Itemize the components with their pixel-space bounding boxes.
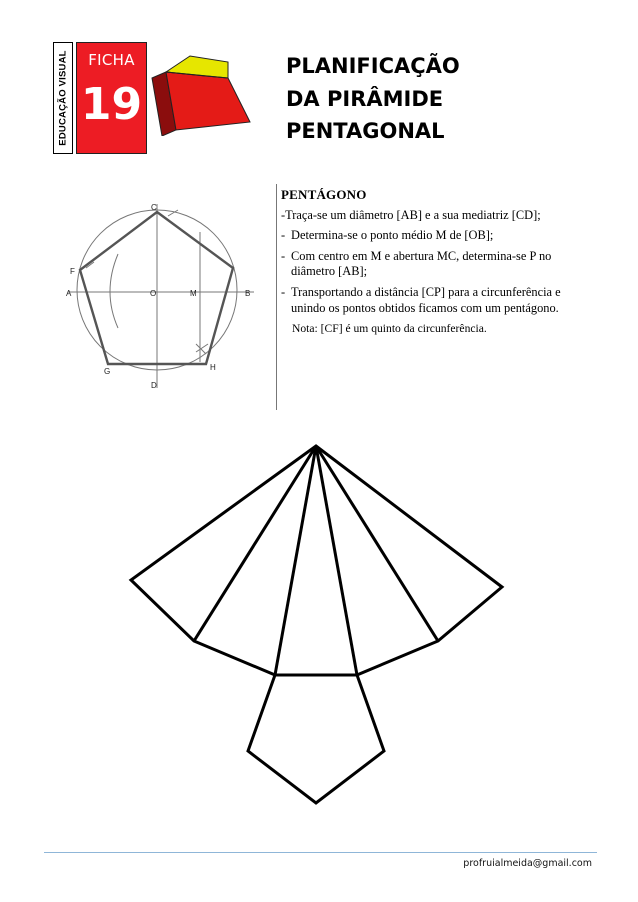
title-line-1: PLANIFICAÇÃO [286,54,460,78]
label-o: O [150,289,157,298]
bullet-dash: - [281,248,286,263]
instruction-step-text: Transportando a distância [CP] para a circunferência e unindo os pontos obtidos ficamos com um pentágono. [291,284,561,315]
label-d: D [151,381,157,390]
subject-label-text: EDUCAÇÃO VISUAL [57,50,69,146]
label-b: B [245,289,251,298]
label-h: H [210,363,216,372]
worksheet-label: FICHA [88,51,135,69]
label-m: M [190,289,197,298]
bullet-dash: - [281,228,286,243]
bullet-dash: - [281,284,286,299]
instruction-note: Nota: [CF] é um quinto da circunferência. [292,322,487,336]
label-a: A [66,289,72,298]
instruction-step-text: -Traça-se um diâmetro [AB] e a sua mediatriz [CD]; [281,207,541,222]
net-outline [131,446,502,803]
instruction-step-text: Com centro em M e abertura MC, determina-se P no diâmetro [AB]; [291,248,552,279]
footer-email: profruialmeida@gmail.com [463,858,592,869]
instructions-heading: PENTÁGONO [281,187,367,202]
title-line-3: PENTAGONAL [286,119,445,143]
title-line-2: DA PIRÂMIDE [286,86,444,111]
footer-rule [44,852,597,853]
instruction-step-text: Determina-se o ponto médio M de [OB]; [291,228,494,243]
label-f: F [70,267,75,276]
label-g: G [104,367,111,376]
worksheet-number: 19 [80,79,143,130]
label-c: C [151,203,157,212]
